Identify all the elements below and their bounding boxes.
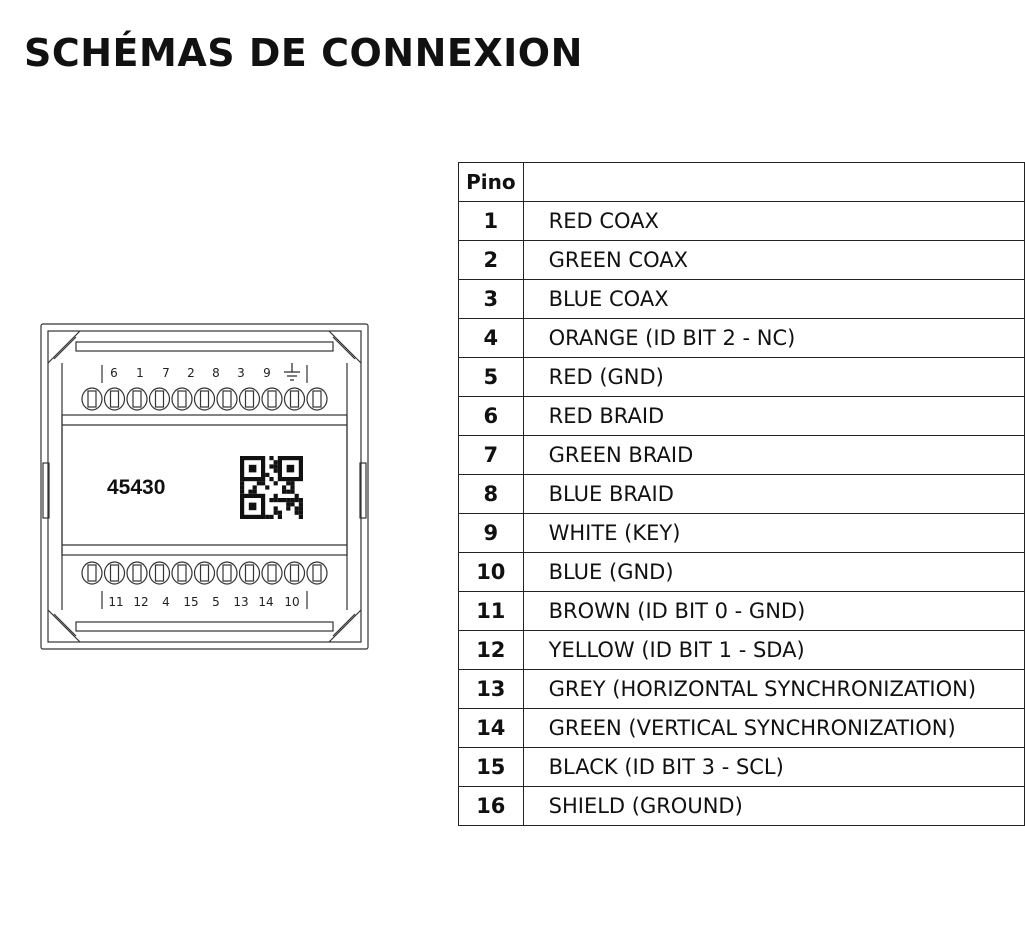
table-row bbox=[459, 475, 1025, 514]
qr-module bbox=[295, 494, 299, 498]
qr-module bbox=[286, 498, 290, 502]
pin-number: 6 bbox=[459, 397, 524, 436]
qr-module bbox=[253, 485, 257, 489]
bottom-terminal-label: 13 bbox=[233, 595, 249, 609]
qr-module bbox=[265, 473, 269, 477]
qr-module bbox=[274, 494, 278, 498]
qr-module bbox=[290, 498, 294, 502]
qr-module bbox=[290, 502, 294, 506]
qr-finder-center bbox=[249, 503, 257, 511]
qr-module bbox=[295, 498, 299, 502]
model-number: 45430 bbox=[107, 476, 166, 499]
bottom-terminal-label: 4 bbox=[162, 595, 170, 609]
bottom-terminal-label: 11 bbox=[108, 595, 124, 609]
qr-module bbox=[278, 498, 282, 502]
qr-finder-center bbox=[249, 465, 257, 473]
qr-module bbox=[269, 464, 273, 468]
pin-number: 13 bbox=[459, 670, 524, 709]
terminal-slot bbox=[268, 391, 276, 407]
qr-module bbox=[269, 456, 273, 460]
pin-description: BLUE COAX bbox=[523, 280, 1024, 319]
pin-number: 9 bbox=[459, 514, 524, 553]
terminal-slot bbox=[111, 565, 119, 581]
qr-module bbox=[274, 498, 278, 502]
pin-number: 1 bbox=[459, 202, 524, 241]
terminal-slot bbox=[156, 565, 164, 581]
qr-module bbox=[257, 481, 261, 485]
terminal-slot bbox=[223, 391, 231, 407]
qr-module bbox=[265, 515, 269, 519]
table-row bbox=[459, 748, 1025, 787]
pin-number: 4 bbox=[459, 319, 524, 358]
qr-module bbox=[274, 469, 278, 473]
qr-module bbox=[299, 515, 303, 519]
table-row bbox=[459, 787, 1025, 826]
qr-code-icon bbox=[240, 456, 303, 519]
qr-module bbox=[240, 481, 244, 485]
table-header-row bbox=[459, 163, 1025, 202]
pin-description: BROWN (ID BIT 0 - GND) bbox=[523, 592, 1024, 631]
table-row bbox=[459, 670, 1025, 709]
terminal-slot bbox=[156, 391, 164, 407]
pin-number: 8 bbox=[459, 475, 524, 514]
terminal-slot bbox=[223, 565, 231, 581]
qr-module bbox=[286, 490, 290, 494]
pin-description: GREEN BRAID bbox=[523, 436, 1024, 475]
table-row bbox=[459, 397, 1025, 436]
top-terminal-label: 8 bbox=[212, 366, 220, 380]
qr-module bbox=[299, 502, 303, 506]
terminal-slot bbox=[313, 391, 321, 407]
qr-module bbox=[286, 506, 290, 510]
qr-module bbox=[295, 506, 299, 510]
qr-module bbox=[282, 485, 286, 489]
bottom-terminal-label: 14 bbox=[258, 595, 274, 609]
table-row bbox=[459, 280, 1025, 319]
bottom-terminal-label: 15 bbox=[183, 595, 199, 609]
pin-number: 10 bbox=[459, 553, 524, 592]
qr-module bbox=[299, 511, 303, 515]
terminal-slot bbox=[246, 565, 254, 581]
pin-description: RED (GND) bbox=[523, 358, 1024, 397]
top-terminal-label: 9 bbox=[263, 366, 271, 380]
qr-module bbox=[261, 481, 265, 485]
pin-number: 16 bbox=[459, 787, 524, 826]
terminal-slot bbox=[246, 391, 254, 407]
qr-module bbox=[253, 490, 257, 494]
pin-description: RED COAX bbox=[523, 202, 1024, 241]
qr-module bbox=[290, 481, 294, 485]
pin-column-header: Pino bbox=[459, 163, 524, 202]
top-terminal-label: 3 bbox=[237, 366, 245, 380]
table-row bbox=[459, 631, 1025, 670]
terminal-slot bbox=[268, 565, 276, 581]
module-inner-frame bbox=[48, 331, 361, 642]
qr-module bbox=[248, 490, 252, 494]
qr-module bbox=[274, 460, 278, 464]
terminal-slot bbox=[133, 391, 141, 407]
terminal-slot bbox=[88, 391, 96, 407]
ground-icon bbox=[284, 363, 300, 380]
qr-module bbox=[269, 515, 273, 519]
page-title: SCHÉMAS DE CONNEXION bbox=[24, 31, 583, 75]
top-terminal-label: 1 bbox=[136, 366, 144, 380]
qr-module bbox=[274, 481, 278, 485]
pin-number: 11 bbox=[459, 592, 524, 631]
module-outer-frame bbox=[41, 324, 368, 649]
pin-description: ORANGE (ID BIT 2 - NC) bbox=[523, 319, 1024, 358]
pin-description: YELLOW (ID BIT 1 - SDA) bbox=[523, 631, 1024, 670]
qr-module bbox=[286, 481, 290, 485]
qr-module bbox=[282, 490, 286, 494]
terminal-slot bbox=[178, 391, 186, 407]
pin-description: BLACK (ID BIT 3 - SCL) bbox=[523, 748, 1024, 787]
table-row bbox=[459, 358, 1025, 397]
terminal-slot bbox=[111, 391, 119, 407]
top-terminal-label: 7 bbox=[162, 366, 170, 380]
table-row bbox=[459, 436, 1025, 475]
table-row bbox=[459, 319, 1025, 358]
pin-number: 7 bbox=[459, 436, 524, 475]
terminal-slot bbox=[313, 565, 321, 581]
qr-module bbox=[299, 506, 303, 510]
pin-number: 14 bbox=[459, 709, 524, 748]
table-row bbox=[459, 514, 1025, 553]
terminal-slot bbox=[133, 565, 141, 581]
qr-finder-center bbox=[287, 465, 295, 473]
table-row bbox=[459, 553, 1025, 592]
terminal-slot bbox=[201, 565, 209, 581]
qr-module bbox=[269, 477, 273, 481]
qr-module bbox=[265, 485, 269, 489]
pin-description: BLUE BRAID bbox=[523, 475, 1024, 514]
pin-number: 3 bbox=[459, 280, 524, 319]
table-row bbox=[459, 709, 1025, 748]
qr-module bbox=[295, 511, 299, 515]
pin-number: 12 bbox=[459, 631, 524, 670]
module-label-area bbox=[62, 415, 347, 555]
qr-module bbox=[274, 464, 278, 468]
qr-module bbox=[282, 498, 286, 502]
pin-description: SHIELD (GROUND) bbox=[523, 787, 1024, 826]
pin-description: WHITE (KEY) bbox=[523, 514, 1024, 553]
bottom-terminal-label: 5 bbox=[212, 595, 220, 609]
qr-module bbox=[290, 490, 294, 494]
terminal-slot bbox=[291, 391, 299, 407]
qr-module bbox=[278, 511, 282, 515]
table-row bbox=[459, 241, 1025, 280]
pinout-table bbox=[458, 162, 1025, 826]
pin-number: 5 bbox=[459, 358, 524, 397]
pin-description: GREEN (VERTICAL SYNCHRONIZATION) bbox=[523, 709, 1024, 748]
qr-module bbox=[290, 485, 294, 489]
qr-module bbox=[278, 515, 282, 519]
pin-description: GREEN COAX bbox=[523, 241, 1024, 280]
qr-module bbox=[299, 498, 303, 502]
connector-module-diagram bbox=[40, 323, 370, 650]
pin-number: 15 bbox=[459, 748, 524, 787]
terminal-slot bbox=[291, 565, 299, 581]
table-row bbox=[459, 592, 1025, 631]
qr-module bbox=[240, 485, 244, 489]
top-terminal-label: 2 bbox=[187, 366, 195, 380]
qr-module bbox=[274, 511, 278, 515]
terminal-slot bbox=[88, 565, 96, 581]
pin-number: 2 bbox=[459, 241, 524, 280]
pin-description: GREY (HORIZONTAL SYNCHRONIZATION) bbox=[523, 670, 1024, 709]
terminal-slot bbox=[178, 565, 186, 581]
qr-module bbox=[240, 490, 244, 494]
terminal-slot bbox=[201, 391, 209, 407]
top-terminal-label: 6 bbox=[110, 366, 118, 380]
qr-module bbox=[286, 502, 290, 506]
bottom-terminal-label: 10 bbox=[284, 595, 300, 609]
bottom-terminal-label: 12 bbox=[133, 595, 149, 609]
pin-description: BLUE (GND) bbox=[523, 553, 1024, 592]
qr-module bbox=[274, 506, 278, 510]
table-row bbox=[459, 202, 1025, 241]
pin-description: RED BRAID bbox=[523, 397, 1024, 436]
description-column-header bbox=[523, 163, 1024, 202]
qr-module bbox=[269, 498, 273, 502]
